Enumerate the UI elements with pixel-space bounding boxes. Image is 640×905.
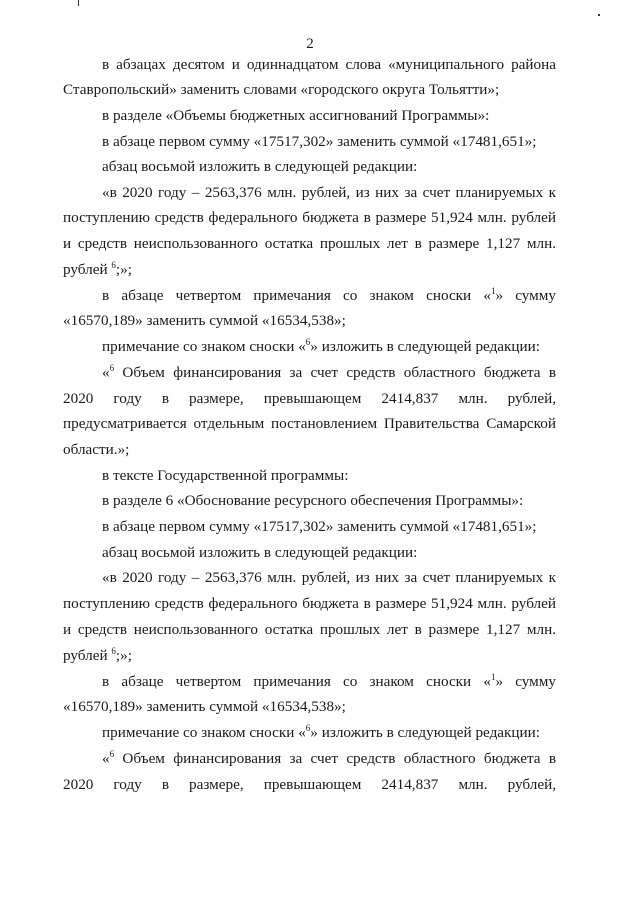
text-line: в тексте Государственной программы:	[102, 467, 349, 484]
text-line	[102, 363, 556, 383]
text-line: поступлению средств федерального бюджета в размере 51,924 млн. рублей	[63, 595, 556, 612]
text-fragment: рублей	[63, 261, 112, 278]
text-line: «16570,189» заменить суммой «16534,538»;	[63, 698, 346, 715]
page-number: 2	[306, 36, 314, 52]
scan-mark-top-right	[598, 14, 600, 16]
footnote-mark: 6	[305, 723, 311, 733]
text-line: в абзаце первом сумму «17517,302» заменить суммой «17481,651»;	[102, 133, 537, 150]
text-fragment: рублей	[63, 647, 112, 664]
text-fragment: » изложить в следующей редакции:	[310, 338, 541, 355]
text-line: в разделе 6 «Обоснование ресурсного обеспечения Программы»:	[102, 492, 524, 509]
text-fragment: Объем финансирования за счет средств областного бюджета в	[114, 750, 556, 767]
text-line: предусматривается отдельным постановлением Правительства Самарской	[63, 415, 556, 432]
scan-mark-top-left	[78, 0, 79, 6]
text-line: Ставропольский» заменить словами «городского округа Тольятти»;	[63, 81, 500, 98]
text-line	[102, 723, 556, 743]
text-line: абзац восьмой изложить в следующей редакции:	[102, 158, 418, 175]
footnote-mark: 6	[109, 749, 115, 759]
text-line: и средств неиспользованного остатка прошлых лет в размере 1,127 млн.	[63, 235, 556, 252]
text-fragment: » сумму	[495, 673, 556, 690]
text-line: «в 2020 году – 2563,376 млн. рублей, из них за счет планируемых к	[102, 184, 556, 201]
text-line: 2020 году в размере, превышающем 2414,837 млн. рублей,	[63, 390, 556, 407]
text-fragment: в абзаце четвертом примечания со знаком сноски «	[102, 673, 491, 690]
text-line: в абзаце первом сумму «17517,302» заменить суммой «17481,651»;	[102, 518, 537, 535]
text-fragment: Объем финансирования за счет средств областного бюджета в	[114, 364, 556, 381]
text-fragment: в абзаце четвертом примечания со знаком сноски «	[102, 287, 491, 304]
text-fragment: » сумму	[495, 287, 556, 304]
text-line: в разделе «Объемы бюджетных ассигнований Программы»:	[102, 107, 490, 124]
footnote-mark: 6	[111, 260, 116, 270]
text-line: 2020 году в размере, превышающем 2414,837 млн. рублей,	[63, 776, 556, 793]
text-fragment: «	[102, 364, 110, 381]
text-line: абзац восьмой изложить в следующей редакции:	[102, 544, 418, 561]
text-fragment: примечание со знаком сноски «	[102, 338, 306, 355]
text-line: поступлению средств федерального бюджета в размере 51,924 млн. рублей	[63, 209, 556, 226]
text-line: «в 2020 году – 2563,376 млн. рублей, из них за счет планируемых к	[102, 569, 556, 586]
text-line: в абзацах десятом и одиннадцатом слова «муниципального района	[102, 56, 556, 73]
text-line: и средств неиспользованного остатка прошлых лет в размере 1,127 млн.	[63, 621, 556, 638]
footnote-mark: 6	[109, 363, 115, 373]
text-line	[63, 646, 556, 666]
text-line	[102, 337, 556, 357]
text-line: «16570,189» заменить суммой «16534,538»;	[63, 312, 346, 329]
text-fragment: «	[102, 750, 110, 767]
text-fragment: ;»;	[115, 647, 132, 664]
text-fragment: ;»;	[115, 261, 132, 278]
text-line	[102, 286, 556, 306]
text-line	[63, 260, 556, 280]
text-line: области.»;	[63, 441, 130, 458]
footnote-mark: 6	[111, 646, 116, 656]
footnote-mark: 1	[490, 286, 496, 296]
text-fragment: » изложить в следующей редакции:	[310, 724, 541, 741]
footnote-mark: 6	[305, 337, 311, 347]
footnote-mark: 1	[490, 672, 496, 682]
text-fragment: примечание со знаком сноски «	[102, 724, 306, 741]
text-line	[102, 672, 556, 692]
text-line	[102, 749, 556, 769]
